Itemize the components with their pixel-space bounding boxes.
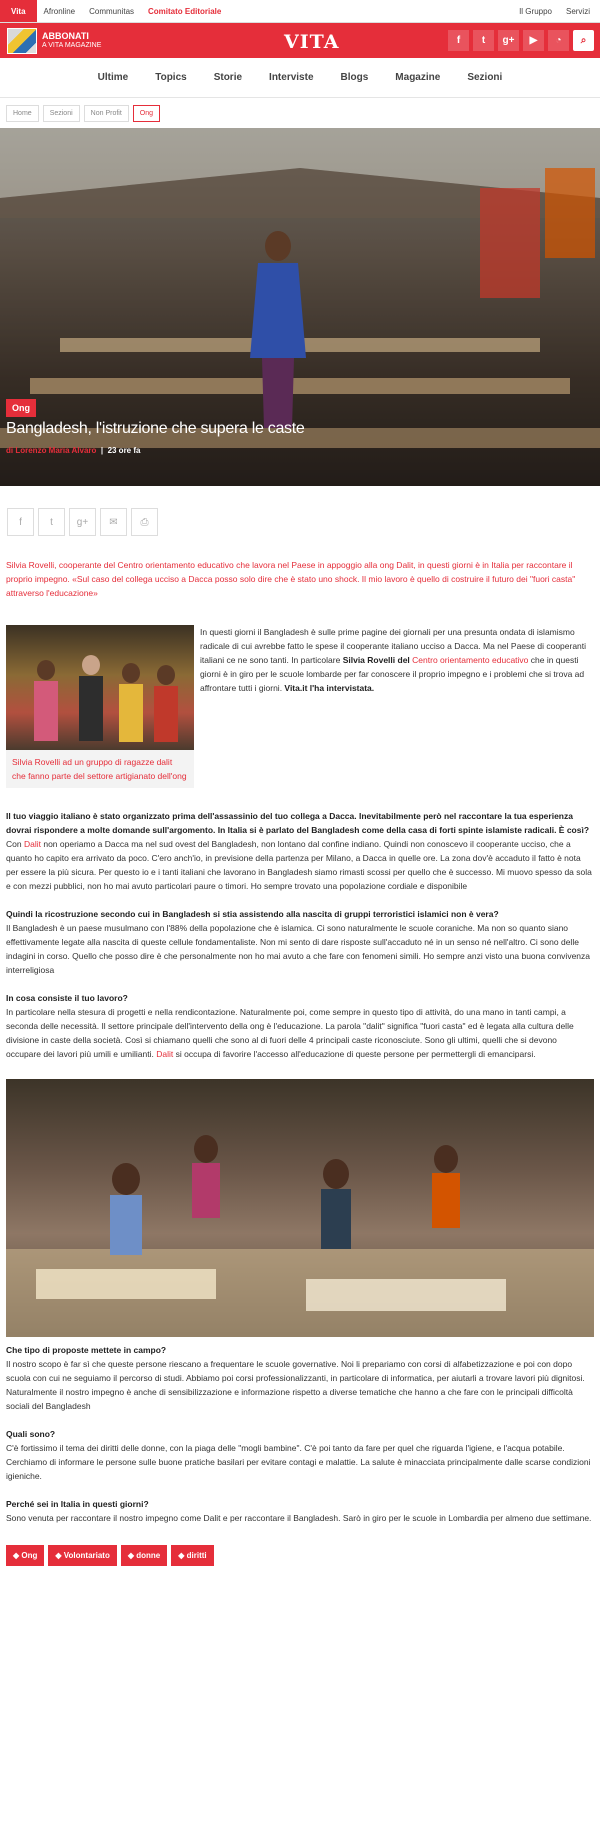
share-googleplus-icon[interactable]: g+ bbox=[69, 508, 96, 536]
article-intro bbox=[6, 625, 594, 788]
hero-image bbox=[0, 128, 600, 486]
category-badge[interactable]: Ong bbox=[6, 399, 36, 417]
nav-item-sezioni[interactable]: Sezioni bbox=[467, 72, 503, 83]
topbar-link-communitas[interactable]: Communitas bbox=[89, 6, 135, 16]
subscribe-title: ABBONATI bbox=[42, 30, 89, 41]
dalit-link-2[interactable]: Dalit bbox=[156, 1049, 174, 1059]
article-title: Bangladesh, l'istruzione che supera le caste bbox=[6, 420, 305, 437]
share-email-icon[interactable]: ✉ bbox=[100, 508, 127, 536]
facebook-icon[interactable]: f bbox=[448, 30, 469, 51]
question-1: Il tuo viaggio italiano è stato organizzato prima dell'assassinio del tuo collega a Dacca. Inevitabilmente però nel raccontare la tua esperienza dovrai rispondere a molte domande sull'argomento. In Italia si è parlato del Bangladesh come della casa di forti spinte islamiste radicali. È così? bbox=[6, 811, 590, 835]
tag-donne[interactable] bbox=[121, 1545, 167, 1566]
tag-label: Ong bbox=[21, 1551, 38, 1560]
dalit-link-1[interactable]: Dalit bbox=[23, 839, 41, 849]
share-facebook-icon[interactable]: f bbox=[7, 508, 34, 536]
question-6: Perché sei in Italia in questi giorni? bbox=[6, 1499, 149, 1509]
share-twitter-icon[interactable]: t bbox=[38, 508, 65, 536]
topbar-link-gruppo[interactable]: Il Gruppo bbox=[519, 6, 552, 16]
tag-diritti[interactable] bbox=[171, 1545, 213, 1566]
subscribe-link[interactable] bbox=[42, 32, 101, 50]
question-2: Quindi la ricostruzione secondo cui in Bangladesh si stia assistendo alla nascita di gruppi terroristici islamici non è vera? bbox=[6, 909, 499, 919]
social-links bbox=[448, 30, 600, 51]
tag-icon: ◆ bbox=[55, 1551, 62, 1560]
question-5: Quali sono? bbox=[6, 1429, 56, 1439]
tag-label: Volontariato bbox=[63, 1551, 110, 1560]
site-logo[interactable]: VITA bbox=[284, 31, 340, 53]
youtube-icon[interactable]: ▶ bbox=[523, 30, 544, 51]
answer-3-post: si occupa di favorire l'accesso all'educazione di queste persone per permettergli di emanciparsi. bbox=[173, 1049, 536, 1059]
breadcrumb-home[interactable]: Home bbox=[6, 105, 39, 122]
article-tags bbox=[6, 1545, 594, 1566]
topbar-link-comitato[interactable]: Comitato Editoriale bbox=[148, 6, 222, 16]
answer-2: Il Bangladesh è un paese musulmano con l'88% della popolazione che è islamica. Ci sono naturalmente le scuole coraniche. Ma non so quanto siano effettivamente legate alla nascita di queste cellule fondamentaliste. Non mi sento di dare risposte sull'accaduto né in un senso né nell'altro. Ci sono delle indagini in corso. Quello che posso dire è che personalmente non ho mai avuto a che fare con fenomeni simili. Ho sempre anzi visto una buona convivenza interreligiosa bbox=[6, 923, 591, 975]
qa-section-6 bbox=[6, 1497, 594, 1525]
intro-name: Silvia Rovelli del bbox=[342, 655, 413, 665]
intro-paragraph bbox=[200, 625, 594, 788]
breadcrumb bbox=[0, 98, 600, 128]
answer-1-pre: Con bbox=[6, 839, 24, 849]
twitter-icon[interactable]: t bbox=[473, 30, 494, 51]
main-nav bbox=[0, 58, 600, 98]
breadcrumb-non-profit[interactable]: Non Profit bbox=[84, 105, 129, 122]
tag-icon: ◆ bbox=[178, 1551, 185, 1560]
article-figure bbox=[6, 625, 194, 788]
question-4: Che tipo di proposte mettete in campo? bbox=[6, 1345, 167, 1355]
centro-orientamento-link[interactable]: Centro orientamento educativo bbox=[412, 655, 529, 665]
nav-item-magazine[interactable]: Magazine bbox=[395, 72, 441, 83]
tag-icon: ◆ bbox=[127, 1551, 135, 1560]
byline-prefix: di bbox=[6, 446, 14, 455]
nav-item-storie[interactable]: Storie bbox=[213, 72, 243, 83]
tag-ong[interactable] bbox=[6, 1545, 44, 1566]
googleplus-icon[interactable]: g+ bbox=[498, 30, 519, 51]
topbar-link-afronline[interactable]: Afronline bbox=[43, 6, 76, 16]
answer-3-pre: In particolare nella stesura di progetti e nella rendicontazione. Naturalmente poi, come sempre in questo tipo di attività, do una mano in tanti campi, a seconda delle necessità. Il settore principale dell'intervento della ong è l'educazione. La parola "dalit" significa "fuori casta" ed è legata alla cultura delle divisione in caste della società. Così si chiamano quelli che sono al di fuori delle 4 principali caste riconosciute. Sono gli ultimi, quelli che si devono occupare dei lavori più umili e umilianti. bbox=[6, 1007, 574, 1059]
intro-end: Vita.it l'ha intervistata. bbox=[284, 683, 375, 693]
answer-6: Sono venuta per raccontare il nostro impegno come Dalit e per raccontare il Bangladesh. Sarò in giro per le scuole in Lombardia per almeno due settimane. bbox=[6, 1513, 592, 1523]
qa-section-1 bbox=[6, 809, 594, 893]
qa-section-5 bbox=[6, 1427, 594, 1483]
tag-icon: ◆ bbox=[13, 1551, 20, 1560]
share-bar bbox=[0, 486, 600, 536]
intro-text-a: In questi giorni il Bangladesh è sulle prime pagine dei giornali per una presunta ondata di islamismo radicale di cui avrebbe fatto le spese il cooperante italiano ucciso a Dacca. Ma nel Paese di cooperanti italiani ce ne sono tanti. In particolare bbox=[200, 627, 587, 665]
top-bar bbox=[0, 0, 600, 23]
article-photo-classroom bbox=[6, 1079, 594, 1337]
nav-item-topics[interactable]: Topics bbox=[155, 72, 187, 83]
qa-section-3 bbox=[6, 991, 594, 1061]
article-lead: Silvia Rovelli, cooperante del Centro orientamento educativo che lavora nel Paese in appoggio alla ong Dalit, in questi giorni è in Italia per raccontare il proprio impegno. «Sul caso del collega ucciso a Dacca posso solo dire che è stato uno shock. Il mio lavoro è quello di costruire il futuro dei "fuori casta" attraverso l'educazione» bbox=[6, 560, 576, 598]
author-link[interactable]: Lorenzo Maria Alvaro bbox=[15, 446, 97, 455]
figure-image bbox=[6, 625, 194, 750]
answer-1-post: non operiamo a Dacca ma nel sud ovest del Bangladesh, non lontano dal confine indiano. Quindi non conoscevo il cooperante ucciso, che a quanto ho capito era arrivato da poco. C'ero anch'io, in previsione della partenza per Milano, a Dacca in quelle ore. La zona dov'è accaduto il fatto è nota per essere la più sicura. Per questo io e i tanti italiani che lavorano in Bangladesh siamo rimasti scossi per quello che è successo. Mi muovo spesso da sola e con mezzi pubblici, non ho mai avuto particolari paure o timori. Ho sempre trovato una popolazione cordiale e disponibile bbox=[6, 839, 592, 891]
topbar-brand-link[interactable]: Vita bbox=[0, 0, 37, 22]
rss-icon[interactable]: ◔ bbox=[548, 30, 569, 51]
tag-volontariato[interactable] bbox=[48, 1545, 116, 1566]
site-header bbox=[0, 23, 600, 58]
share-print-icon[interactable]: ⎙ bbox=[131, 508, 158, 536]
answer-4: Il nostro scopo è far sì che queste persone riescano a frequentare le scuole governative. Noi li prepariamo con corsi di alfabetizzazione e poi con dopo scuola con cui ne seguiamo il percorso di studi. Abbiamo poi corsi professionalizzanti, in particolare di informatica, per aiutarli a trovare lavori più dignitosi. Naturalmente il nostro impegno è anche di sensibilizzazione e informazione rispetto a diverse tematiche che hanno a che fare con le principali difficoltà sociali del Bangladesh bbox=[6, 1359, 585, 1411]
question-3: In cosa consiste il tuo lavoro? bbox=[6, 993, 128, 1003]
magazine-cover-thumbnail[interactable] bbox=[7, 28, 37, 54]
search-icon[interactable]: ⌕ bbox=[573, 30, 594, 51]
tag-label: donne bbox=[136, 1551, 161, 1560]
nav-item-ultime[interactable]: Ultime bbox=[97, 72, 129, 83]
publish-date: 23 ore fa bbox=[107, 446, 141, 455]
breadcrumb-ong[interactable]: Ong bbox=[133, 105, 160, 122]
topbar-link-servizi[interactable]: Servizi bbox=[565, 6, 590, 16]
answer-1 bbox=[6, 837, 594, 893]
answer-5: C'è fortissimo il tema dei diritti delle donne, con la piaga delle "mogli bambine". C'è poi tanto da fare per quel che riguarda l'igiene, e l'acqua potabile. Cerchiamo di informare le persone sulle buone pratiche basilari per evitare contagi e malattie. La salute è minacciata principalmente dalle scarse condizioni igieniche. bbox=[6, 1443, 591, 1481]
article-byline: di Lorenzo Maria Alvaro | 23 ore fa bbox=[6, 446, 141, 455]
tag-label: diritti bbox=[186, 1551, 207, 1560]
intro-text-b: che in questi giorni è in giro per le scuole lombarde per far conoscere il proprio impegno e i problemi che si trova ad affrontare tutti i giorni. bbox=[200, 655, 585, 693]
nav-item-interviste[interactable]: Interviste bbox=[269, 72, 314, 83]
subscribe-subtitle: A VITA MAGAZINE bbox=[42, 41, 102, 49]
qa-section-2 bbox=[6, 907, 594, 977]
answer-3 bbox=[6, 1005, 594, 1061]
nav-item-blogs[interactable]: Blogs bbox=[340, 72, 369, 83]
qa-section-4 bbox=[6, 1343, 594, 1413]
figure-caption: Silvia Rovelli ad un gruppo di ragazze dalit che fanno parte del settore artigianato dell'ong bbox=[6, 750, 194, 788]
breadcrumb-sezioni[interactable]: Sezioni bbox=[43, 105, 80, 122]
